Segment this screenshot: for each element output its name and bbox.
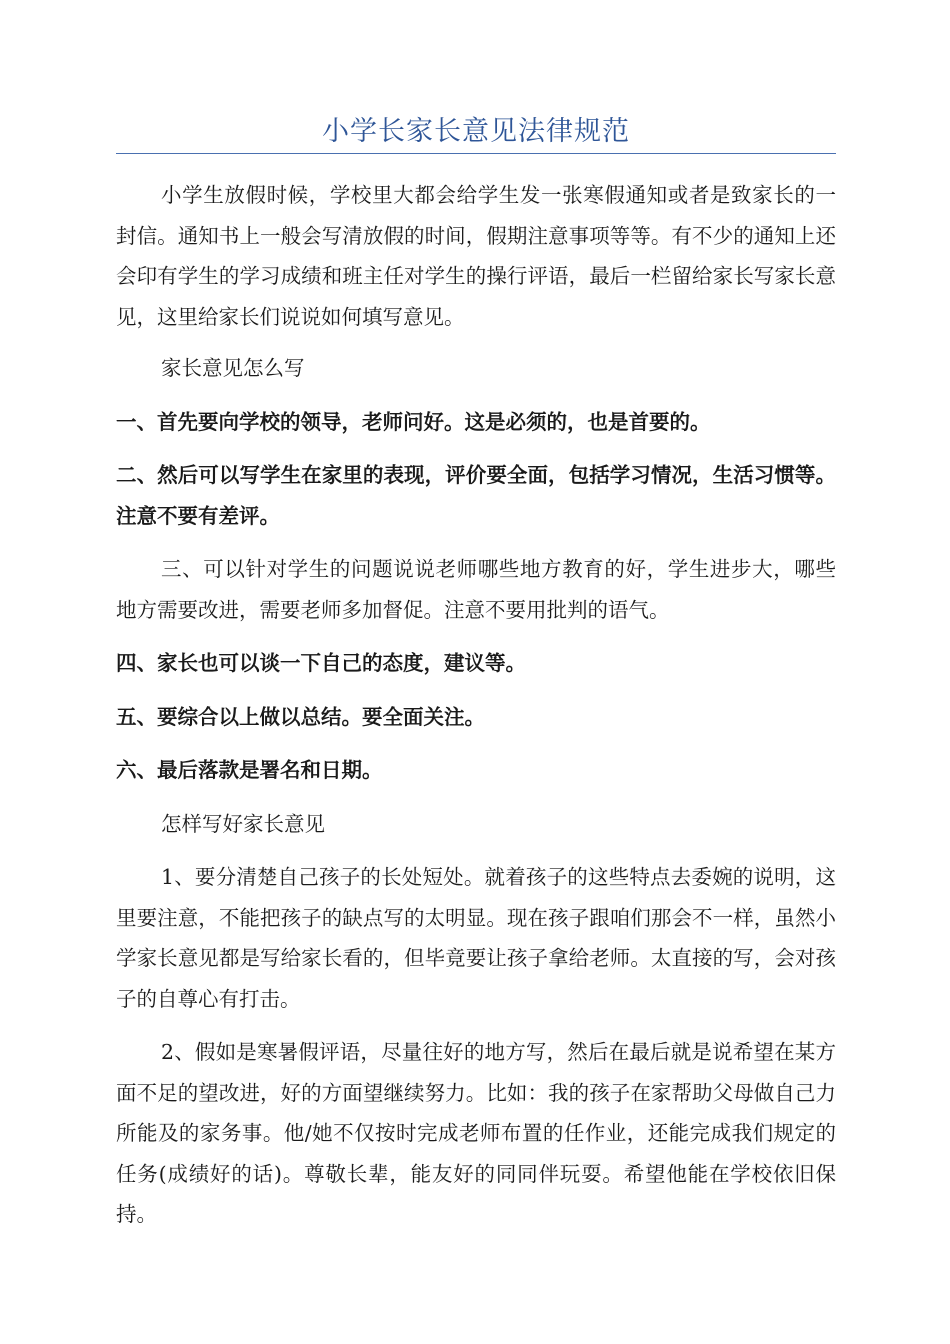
step-1-paragraph: 一、首先要向学校的领导，老师问好。这是必须的，也是首要的。 [116, 409, 711, 434]
step-3-paragraph: 三、可以针对学生的问题说说老师哪些地方教育的好，学生进步大，哪些地方需要改进，需要老师多加督促。注意不要用批判的语气。 [116, 557, 836, 622]
step-6-paragraph: 六、最后落款是署名和日期。 [116, 758, 383, 782]
document-body [116, 175, 836, 1235]
section-heading-how-to-write: 家长意见怎么写 [161, 356, 305, 380]
intro-paragraph: 小学生放假时候，学校里大都会给学生发一张寒假通知或者是致家长的一封信。通知书上一般会写清放假的时间，假期注意事项等等。有不少的通知上还会印有学生的学习成绩和班主任对学生的操行评语，最后一栏留给家长写家长意见，这里给家长们说说如何填写意见。 [116, 183, 836, 329]
step-5-paragraph: 五、要综合以上做以总结。要全面关注。 [116, 704, 485, 729]
document-title: 小学长家长意见法律规范 [322, 116, 630, 147]
tip-2-paragraph: 2、假如是寒暑假评语，尽量往好的地方写，然后在最后就是说希望在某方面不足的望改进，好的方面望继续努力。比如：我的孩子在家帮助父母做自己力所能及的家务事。他/她不仅按时完成老师布置的任作业，还能完成我们规定的任务(成绩好的话)。尊敬长辈，能友好的同同伴玩耍。希望他能在学校依旧保持。 [116, 1040, 836, 1226]
step-4-paragraph: 四、家长也可以谈一下自己的态度，建议等。 [116, 651, 526, 675]
step-2-paragraph: 二、然后可以写学生在家里的表现，评价要全面，包括学习情况，生活习惯等。注意不要有差评。 [116, 463, 836, 528]
title-underline [116, 153, 836, 154]
tip-1-paragraph: 1、要分清楚自己孩子的长处短处。就着孩子的这些特点去委婉的说明，这里要注意，不能把孩子的缺点写的太明显。现在孩子跟咱们那会不一样，虽然小学家长意见都是写给家长看的，但毕竟要让孩子拿给老师。太直接的写，会对孩子的自尊心有打击。 [116, 865, 836, 1011]
section-heading-how-to-write-well: 怎样写好家长意见 [161, 811, 325, 836]
